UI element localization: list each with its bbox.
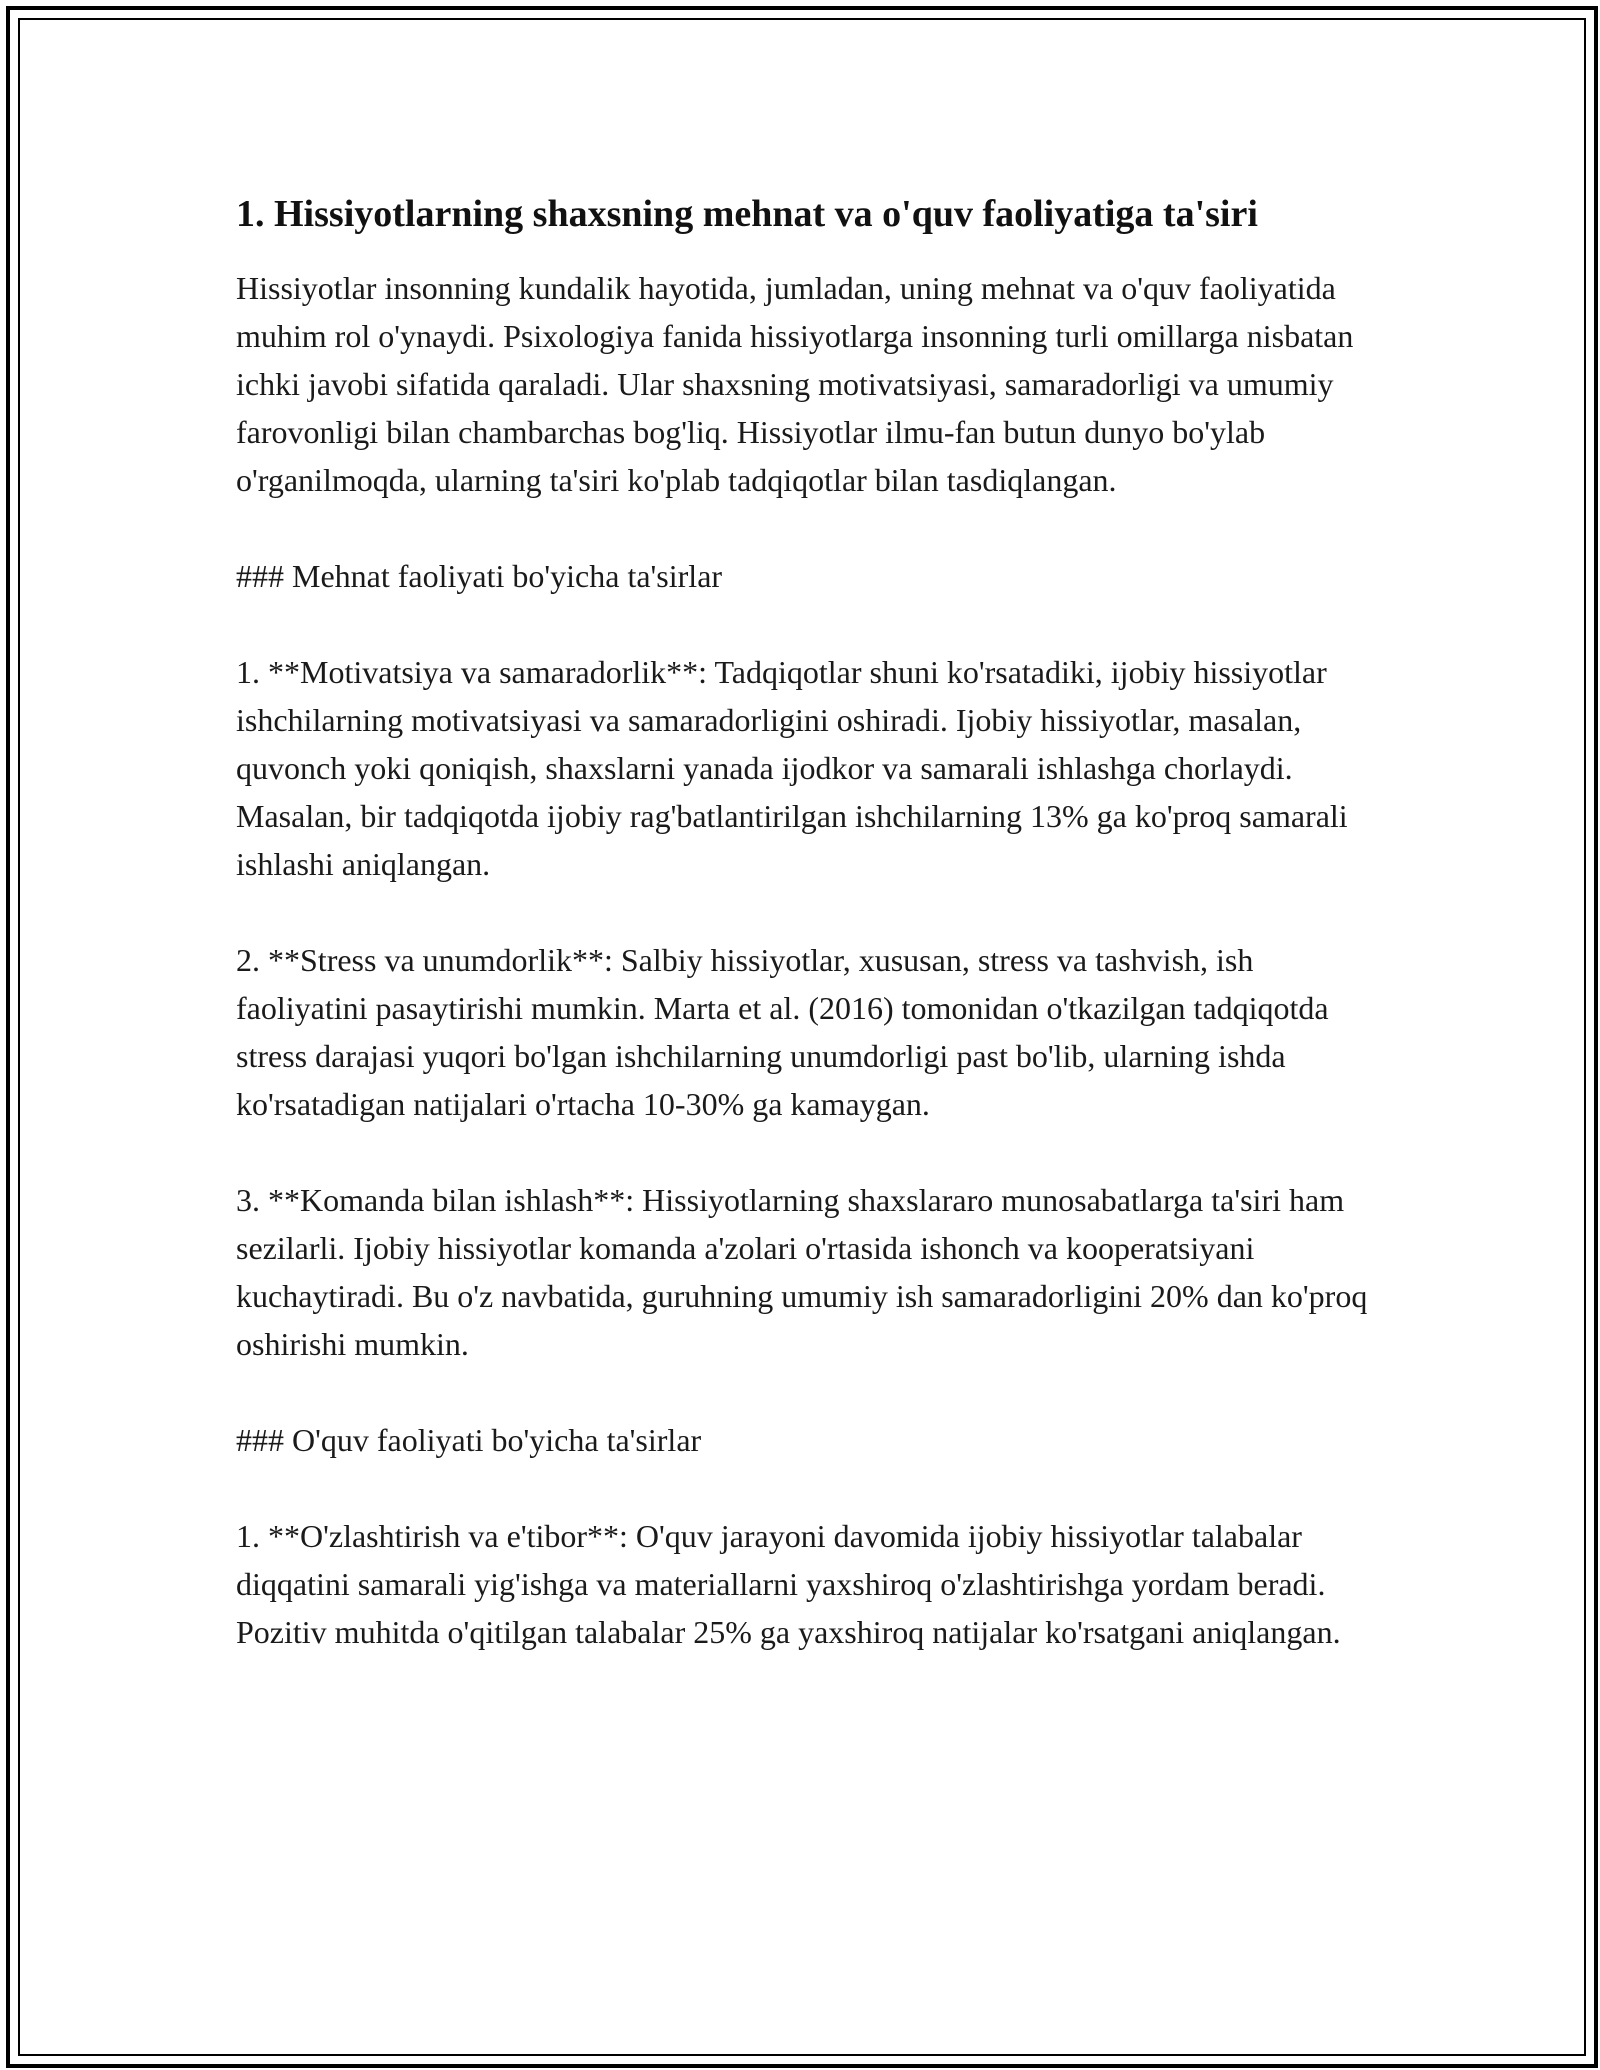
work-item: 2. **Stress va unumdorlik**: Salbiy hissiyotlar, xususan, stress va tashvish, ish faoliyatini pasaytirishi mumkin. Marta et al. (2016) tomonidan o'tkazilgan tadqiqotda stress darajasi yuqori bo'lgan ishchilarning unumdorligi past bo'lib, ularning ishda ko'rsatadigan natijalari o'rtacha 10-30% ga kamaygan.: [236, 942, 1329, 1122]
work-item: 3. **Komanda bilan ishlash**: Hissiyotlarning shaxslararo munosabatlarga ta'siri ham sezilarli. Ijobiy hissiyotlar komanda a'zolari o'rtasida ishonch va kooperatsiyani kuchaytiradi. Bu o'z navbatida, guruhning umumiy ish samaradorligini 20% dan ko'proq oshirishi mumkin.: [236, 1182, 1368, 1362]
document-title: 1. Hissiyotlarning shaxsning mehnat va o'quv faoliyatiga ta'siri: [236, 193, 1258, 235]
document-body: [236, 190, 1380, 1656]
intro-paragraph: Hissiyotlar insonning kundalik hayotida, jumladan, uning mehnat va o'quv faoliyatida muhim rol o'ynaydi. Psixologiya fanida hissiyotlarga insonning turli omillarga nisbatan ichki javobi sifatida qaraladi. Ular shaxsning motivatsiyasi, samaradorligi va umumiy farovonligi bilan chambarchas bog'liq. Hissiyotlar ilmu-fan butun dunyo bo'ylab o'rganilmoqda, ularning ta'siri ko'plab tadqiqotlar bilan tasdiqlangan.: [236, 270, 1354, 498]
section-heading-study: ### O'quv faoliyati bo'yicha ta'sirlar: [236, 1422, 702, 1458]
section-heading-work: ### Mehnat faoliyati bo'yicha ta'sirlar: [236, 558, 723, 594]
work-item: 1. **Motivatsiya va samaradorlik**: Tadqiqotlar shuni ko'rsatadiki, ijobiy hissiyotlar ishchilarning motivatsiyasi va samaradorligini oshiradi. Ijobiy hissiyotlar, masalan, quvonch yoki qoniqish, shaxslarni yanada ijodkor va samarali ishlashga chorlaydi. Masalan, bir tadqiqotda ijobiy rag'batlantirilgan ishchilarning 13% ga ko'proq samarali ishlashi aniqlangan.: [236, 654, 1348, 882]
study-item: 1. **O'zlashtirish va e'tibor**: O'quv jarayoni davomida ijobiy hissiyotlar talabalar diqqatini samarali yig'ishga va materiallarni yaxshiroq o'zlashtirishga yordam beradi. Pozitiv muhitda o'qitilgan talabalar 25% ga yaxshiroq natijalar ko'rsatgani aniqlangan.: [236, 1518, 1341, 1650]
